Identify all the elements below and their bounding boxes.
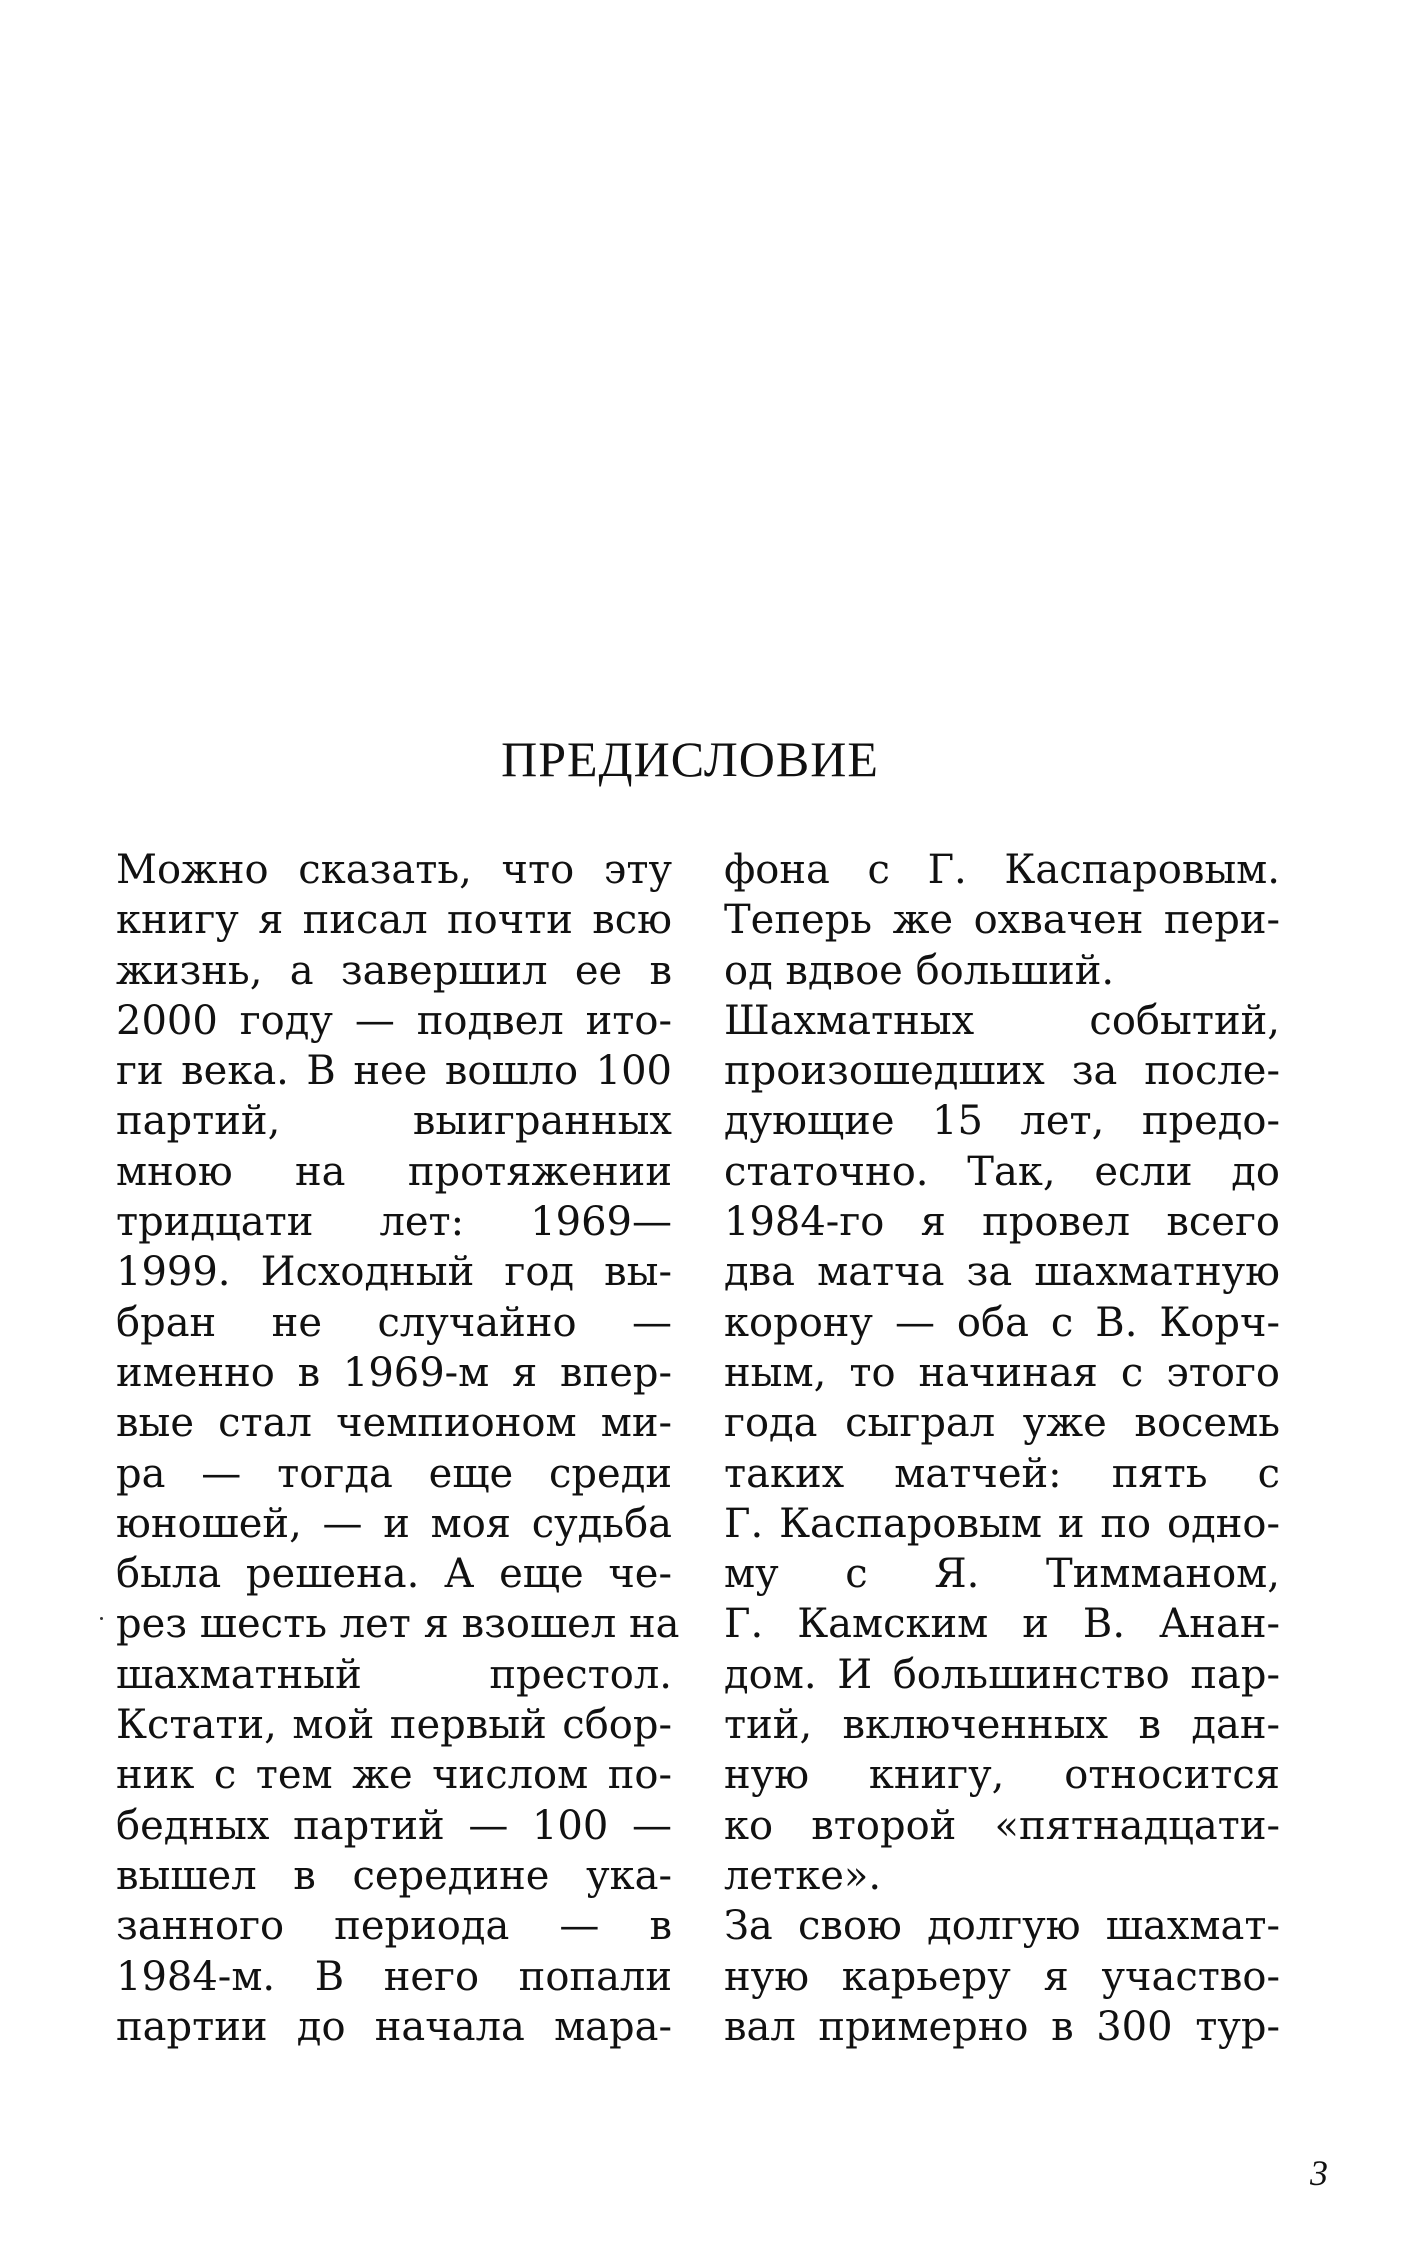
text-line: дом. И большинство пар- <box>724 1651 1280 1698</box>
text-line: рез шесть лет я взошел на <box>116 1601 680 1648</box>
text-line: Г. Каспаровым и по одно- <box>724 1500 1280 1547</box>
text-line: вышел в середине ука- <box>116 1852 672 1899</box>
paragraph <box>724 996 1280 1901</box>
text-line: летке». <box>724 1852 882 1899</box>
text-line: Шахматных событий, <box>724 997 1280 1044</box>
text-line: произошедших за после- <box>724 1048 1280 1095</box>
text-line: книгу я писал почти всю <box>116 897 672 944</box>
text-line: фона с Г. Каспаровым. <box>724 847 1280 893</box>
text-line: ную книгу, относится <box>724 1752 1280 1799</box>
text-line: дующие 15 лет, предо- <box>724 1098 1280 1145</box>
text-line: 1984-м. В него попали <box>116 1953 672 2000</box>
text-line: од вдвое больший. <box>724 947 1115 994</box>
text-line: шахматный престол. <box>116 1651 672 1698</box>
text-line: бедных партий — 100 — <box>116 1802 672 1849</box>
text-line: Кстати, мой первый сбор- <box>116 1702 672 1749</box>
text-line: ко второй «пятнадцати- <box>724 1802 1280 1849</box>
text-line: корону — оба с В. Корч- <box>724 1299 1280 1346</box>
text-line: ник с тем же числом по- <box>116 1752 672 1799</box>
text-line: 2000 году — подвел ито- <box>116 997 672 1044</box>
text-line: занного периода — в <box>116 1903 672 1950</box>
text-line: статочно. Так, если до <box>724 1148 1280 1195</box>
right-column <box>724 845 1280 2052</box>
text-line: таких матчей: пять с <box>724 1450 1280 1497</box>
paragraph <box>724 845 1280 996</box>
text-line: именно в 1969-м я впер- <box>116 1349 672 1396</box>
text-line: вые стал чемпионом ми- <box>116 1400 672 1447</box>
text-line: два матча за шахматную <box>724 1249 1280 1296</box>
text-line: мною на протяжении <box>116 1148 672 1195</box>
text-line: му с Я. Тимманом, <box>724 1551 1280 1598</box>
paragraph <box>724 1901 1280 2052</box>
text-line: 1984-го я провел всего <box>724 1199 1280 1246</box>
text-line: За свою долгую шахмат- <box>724 1903 1280 1950</box>
text-line: Можно сказать, что эту <box>116 847 672 893</box>
page-number: 3 <box>1310 2153 1328 2193</box>
text-line: вал примерно в 300 тур- <box>724 2003 1280 2050</box>
text-line: ным, то начиная с этого <box>724 1349 1280 1396</box>
text-line: Г. Камским и В. Анан- <box>724 1601 1280 1648</box>
text-line: жизнь, а завершил ее в <box>116 947 672 994</box>
text-line: была решена. А еще че- <box>116 1551 672 1598</box>
text-line: бран не случайно — <box>116 1299 672 1346</box>
text-line: ра — тогда еще среди <box>116 1450 672 1497</box>
text-line: партий, выигранных <box>116 1098 672 1145</box>
text-line: года сыграл уже восемь <box>724 1400 1280 1447</box>
left-column <box>116 845 680 2052</box>
text-line: 1999. Исходный год вы- <box>116 1249 672 1296</box>
text-line: юношей, — и моя судьба <box>116 1500 672 1547</box>
text-line: ную карьеру я участво- <box>724 1953 1280 2000</box>
text-line: партии до начала мара- <box>116 2003 672 2050</box>
text-line: Теперь же охвачен пери- <box>724 897 1280 944</box>
page-title: ПРЕДИСЛОВИЕ <box>501 731 879 787</box>
text-line: тридцати лет: 1969— <box>116 1199 672 1246</box>
print-speck <box>100 1617 103 1620</box>
text-line: тий, включенных в дан- <box>724 1702 1280 1749</box>
text-line: ги века. В нее вошло 100 <box>116 1048 672 1095</box>
